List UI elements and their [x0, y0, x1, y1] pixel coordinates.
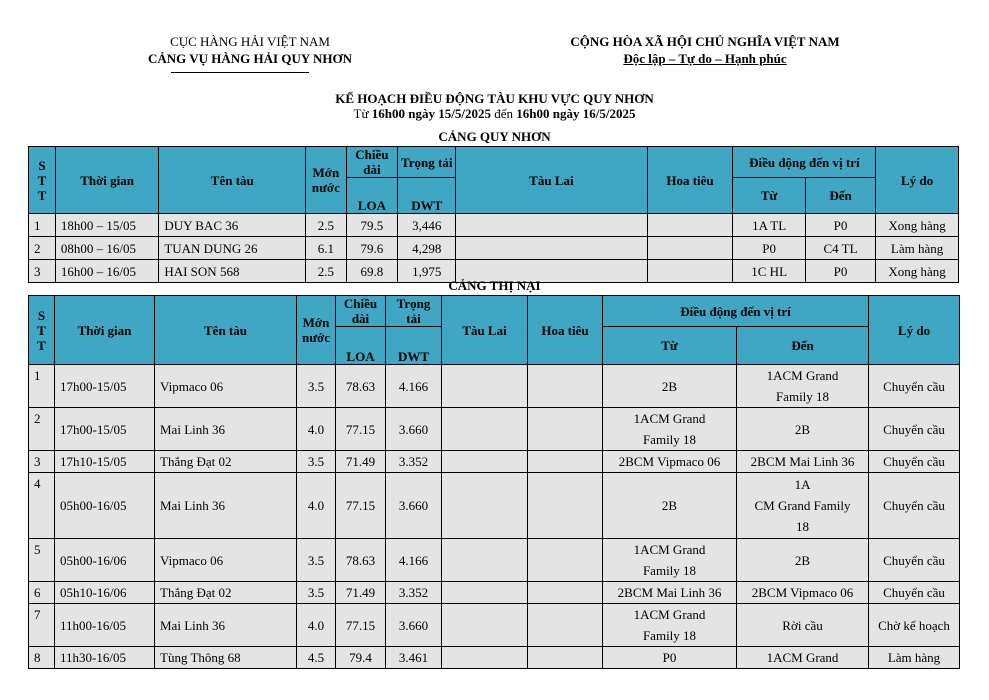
cell-to: C4 TL — [805, 237, 875, 260]
cell-tug — [456, 237, 647, 260]
cell-to-line: 2BCM Mai Linh 36 — [750, 454, 855, 469]
cell-from-line: 1ACM Grand — [633, 607, 706, 622]
cell-stt: 4 — [29, 473, 55, 539]
cell-to — [737, 539, 869, 582]
col-from: Từ — [603, 327, 737, 365]
col-ship: Tên tàu — [159, 147, 306, 214]
cell-pilot — [528, 539, 603, 582]
cell-loa: 77.15 — [336, 408, 386, 451]
cell-stt: 6 — [29, 582, 55, 604]
col-time: Thời gian — [55, 296, 155, 365]
col-time: Thời gian — [55, 147, 158, 214]
cell-loa: 79.4 — [336, 647, 386, 669]
cell-to — [737, 473, 869, 539]
cell-time: 05h10-16/06 — [55, 582, 155, 604]
cell-reason: Chuyển cầu — [869, 408, 960, 451]
cell-loa: 78.63 — [336, 365, 386, 408]
cell-pilot — [528, 451, 603, 473]
col-loa: LOA — [346, 178, 398, 214]
cell-time: 11h00-16/05 — [55, 604, 155, 647]
col-draft: Mớn nước — [297, 296, 336, 365]
cell-reason: Chờ kế hoạch — [869, 604, 960, 647]
cell-reason: Chuyển cầu — [869, 451, 960, 473]
schedule-table-quy-nhon — [28, 146, 959, 283]
cell-draft: 3.5 — [297, 365, 336, 408]
cell-from: P0 — [733, 237, 805, 260]
cell-to-line: 1A — [794, 477, 811, 492]
cell-tug — [442, 582, 528, 604]
col-tonnage: Trọng tải — [386, 296, 442, 327]
national-header — [540, 33, 870, 67]
table-row — [29, 604, 960, 647]
cell-to-line: 18 — [796, 519, 809, 534]
cell-ship: Tùng Thông 68 — [155, 647, 297, 669]
cell-pilot — [647, 237, 733, 260]
col-length: Chiều dài — [346, 147, 398, 178]
schedule-table-thi-nai — [28, 295, 960, 669]
cell-ship: Vipmaco 06 — [155, 539, 297, 582]
cell-tug — [442, 473, 528, 539]
cell-reason: Chuyển cầu — [869, 473, 960, 539]
cell-draft: 2.5 — [306, 260, 346, 283]
cell-loa: 77.15 — [336, 473, 386, 539]
cell-to — [737, 604, 869, 647]
cell-ship: Vipmaco 06 — [155, 365, 297, 408]
cell-from — [603, 408, 737, 451]
cell-reason: Chuyển cầu — [869, 365, 960, 408]
cell-to-line: CM Grand Family — [754, 498, 851, 513]
cell-dwt: 3,446 — [398, 214, 456, 237]
cell-to — [737, 365, 869, 408]
cell-tug — [442, 451, 528, 473]
agency-header — [130, 33, 370, 67]
cell-to-line: 1ACM Grand — [766, 650, 839, 665]
cell-pilot — [528, 647, 603, 669]
cell-time: 16h00 – 16/05 — [55, 260, 158, 283]
cell-from: 1C HL — [733, 260, 805, 283]
cell-from — [603, 647, 737, 669]
cell-tug — [442, 604, 528, 647]
cell-from-line: Family 18 — [642, 628, 697, 643]
cell-stt: 3 — [29, 260, 56, 283]
cell-to-line: Rời cầu — [782, 617, 823, 633]
col-to: Đến — [737, 327, 869, 365]
col-tug: Tàu Lai — [456, 147, 647, 214]
header-rule — [171, 72, 309, 73]
cell-from — [603, 473, 737, 539]
cell-ship: Thắng Đạt 02 — [155, 451, 297, 473]
cell-pilot — [528, 582, 603, 604]
cell-stt: 7 — [29, 604, 55, 647]
col-draft: Mớn nước — [306, 147, 346, 214]
col-pilot: Hoa tiêu — [647, 147, 733, 214]
cell-from-line: 1ACM Grand — [633, 542, 706, 557]
cell-reason: Chuyển cầu — [869, 582, 960, 604]
cell-from-line: 2B — [661, 378, 678, 394]
cell-draft: 4.0 — [297, 408, 336, 451]
cell-ship: HAI SON 568 — [159, 260, 306, 283]
cell-dwt: 1,975 — [398, 260, 456, 283]
cell-time: 05h00-16/05 — [55, 473, 155, 539]
cell-reason: Làm hàng — [876, 237, 959, 260]
cell-ship: Mai Linh 36 — [155, 604, 297, 647]
col-tonnage: Trọng tải — [398, 147, 456, 178]
cell-tug — [442, 408, 528, 451]
plan-title: KẾ HOẠCH ĐIỀU ĐỘNG TÀU KHU VỰC QUY NHƠN — [335, 91, 654, 106]
plan-period — [0, 106, 989, 121]
cell-dwt: 3.352 — [386, 451, 442, 473]
col-ship: Tên tàu — [155, 296, 297, 365]
cell-to — [737, 647, 869, 669]
period-to: 16h00 ngày 16/5/2025 — [516, 106, 636, 121]
cell-dwt: 4.166 — [386, 365, 442, 408]
table-row — [29, 539, 960, 582]
cell-time: 11h30-16/05 — [55, 647, 155, 669]
cell-draft: 4.0 — [297, 604, 336, 647]
cell-from-line: 2B — [661, 498, 678, 513]
table-row — [29, 647, 960, 669]
table-row — [29, 473, 960, 539]
cell-loa: 69.8 — [346, 260, 398, 283]
cell-dwt: 4,298 — [398, 237, 456, 260]
cell-from-line: Family 18 — [642, 563, 697, 578]
period-mid: đến — [490, 106, 517, 121]
cell-dwt: 4.166 — [386, 539, 442, 582]
cell-time: 08h00 – 16/05 — [55, 237, 158, 260]
cell-loa: 71.49 — [336, 582, 386, 604]
cell-ship: DUY BAC 36 — [159, 214, 306, 237]
cell-reason: Làm hàng — [869, 647, 960, 669]
section-title-quy-nhon: CẢNG QUY NHƠN — [438, 129, 551, 144]
cell-to-line: 2B — [794, 421, 811, 437]
cell-to: P0 — [805, 260, 875, 283]
cell-from-line: 1ACM Grand — [633, 411, 706, 426]
table-row — [29, 237, 959, 260]
cell-draft: 2.5 — [306, 214, 346, 237]
cell-pilot — [528, 408, 603, 451]
cell-stt: 2 — [29, 237, 56, 260]
table-row — [29, 408, 960, 451]
cell-tug — [456, 214, 647, 237]
cell-reason: Chuyển cầu — [869, 539, 960, 582]
cell-reason: Xong hàng — [876, 214, 959, 237]
cell-stt: 2 — [29, 408, 55, 451]
cell-draft: 3.5 — [297, 582, 336, 604]
cell-tug — [442, 365, 528, 408]
col-move: Điều động đến vị trí — [733, 147, 876, 178]
table-row — [29, 451, 960, 473]
col-stt: S T T — [29, 296, 55, 365]
col-length: Chiều dài — [336, 296, 386, 327]
cell-dwt: 3.660 — [386, 604, 442, 647]
cell-stt: 1 — [29, 214, 56, 237]
cell-loa: 77.15 — [336, 604, 386, 647]
cell-draft: 4.5 — [297, 647, 336, 669]
cell-from — [603, 604, 737, 647]
cell-stt: 3 — [29, 451, 55, 473]
cell-to-line: 2BCM Vipmaco 06 — [751, 585, 854, 600]
cell-ship: Mai Linh 36 — [155, 408, 297, 451]
cell-tug — [442, 647, 528, 669]
cell-stt: 1 — [29, 365, 55, 408]
table-row — [29, 214, 959, 237]
cell-to-line: 2B — [794, 552, 811, 568]
cell-ship: Thắng Đạt 02 — [155, 582, 297, 604]
col-loa: LOA — [336, 327, 386, 365]
col-move: Điều động đến vị trí — [603, 296, 869, 327]
period-from: 16h00 ngày 15/5/2025 — [371, 106, 491, 121]
cell-time: 17h00-15/05 — [55, 408, 155, 451]
cell-draft: 3.5 — [297, 451, 336, 473]
cell-loa: 79.5 — [346, 214, 398, 237]
cell-dwt: 3.461 — [386, 647, 442, 669]
table-row — [29, 365, 960, 408]
cell-tug — [442, 539, 528, 582]
col-to: Đến — [805, 178, 875, 214]
cell-draft: 6.1 — [306, 237, 346, 260]
cell-time: 05h00-16/06 — [55, 539, 155, 582]
cell-reason: Xong hàng — [876, 260, 959, 283]
cell-to: P0 — [805, 214, 875, 237]
cell-pilot — [528, 604, 603, 647]
cell-stt: 5 — [29, 539, 55, 582]
cell-from-line: P0 — [662, 650, 677, 665]
col-dwt: DWT — [386, 327, 442, 365]
cell-dwt: 3.352 — [386, 582, 442, 604]
cell-to — [737, 451, 869, 473]
cell-from-line: Family 18 — [642, 432, 697, 447]
cell-from — [603, 451, 737, 473]
cell-draft: 4.0 — [297, 473, 336, 539]
cell-to-line: Family 18 — [775, 389, 830, 404]
cell-dwt: 3.660 — [386, 408, 442, 451]
national-title: CỘNG HÒA XÃ HỘI CHỦ NGHĨA VIỆT NAM — [570, 34, 840, 49]
cell-to — [737, 582, 869, 604]
cell-from-line: 2BCM Mai Linh 36 — [617, 585, 722, 600]
section-title-thi-nai: CẢNG THỊ NẠI — [448, 278, 541, 293]
table-row — [29, 582, 960, 604]
agency-name: CẢNG VỤ HÀNG HẢI QUY NHƠN — [147, 51, 353, 66]
cell-ship: Mai Linh 36 — [155, 473, 297, 539]
cell-to-line: 1ACM Grand — [766, 368, 839, 383]
col-reason: Lý do — [876, 147, 959, 214]
col-from: Từ — [733, 178, 805, 214]
national-motto: Độc lập – Tự do – Hạnh phúc — [623, 51, 787, 66]
cell-stt: 8 — [29, 647, 55, 669]
col-tug: Tàu Lai — [442, 296, 528, 365]
col-stt: S T T — [29, 147, 56, 214]
cell-loa: 71.49 — [336, 451, 386, 473]
cell-from — [603, 539, 737, 582]
cell-from — [603, 582, 737, 604]
cell-loa: 79.6 — [346, 237, 398, 260]
cell-from: 1A TL — [733, 214, 805, 237]
agency-parent: CỤC HÀNG HẢI VIỆT NAM — [170, 34, 330, 49]
cell-ship: TUAN DUNG 26 — [159, 237, 306, 260]
cell-time: 17h00-15/05 — [55, 365, 155, 408]
cell-dwt: 3.660 — [386, 473, 442, 539]
cell-draft: 3.5 — [297, 539, 336, 582]
col-dwt: DWT — [398, 178, 456, 214]
col-reason: Lý do — [869, 296, 960, 365]
cell-pilot — [647, 214, 733, 237]
cell-pilot — [528, 473, 603, 539]
cell-to — [737, 408, 869, 451]
cell-pilot — [528, 365, 603, 408]
cell-time: 18h00 – 15/05 — [55, 214, 158, 237]
cell-from-line: 2BCM Vipmaco 06 — [618, 454, 721, 469]
col-pilot: Hoa tiêu — [528, 296, 603, 365]
period-prefix: Từ — [353, 106, 372, 121]
cell-from — [603, 365, 737, 408]
cell-time: 17h10-15/05 — [55, 451, 155, 473]
cell-loa: 78.63 — [336, 539, 386, 582]
